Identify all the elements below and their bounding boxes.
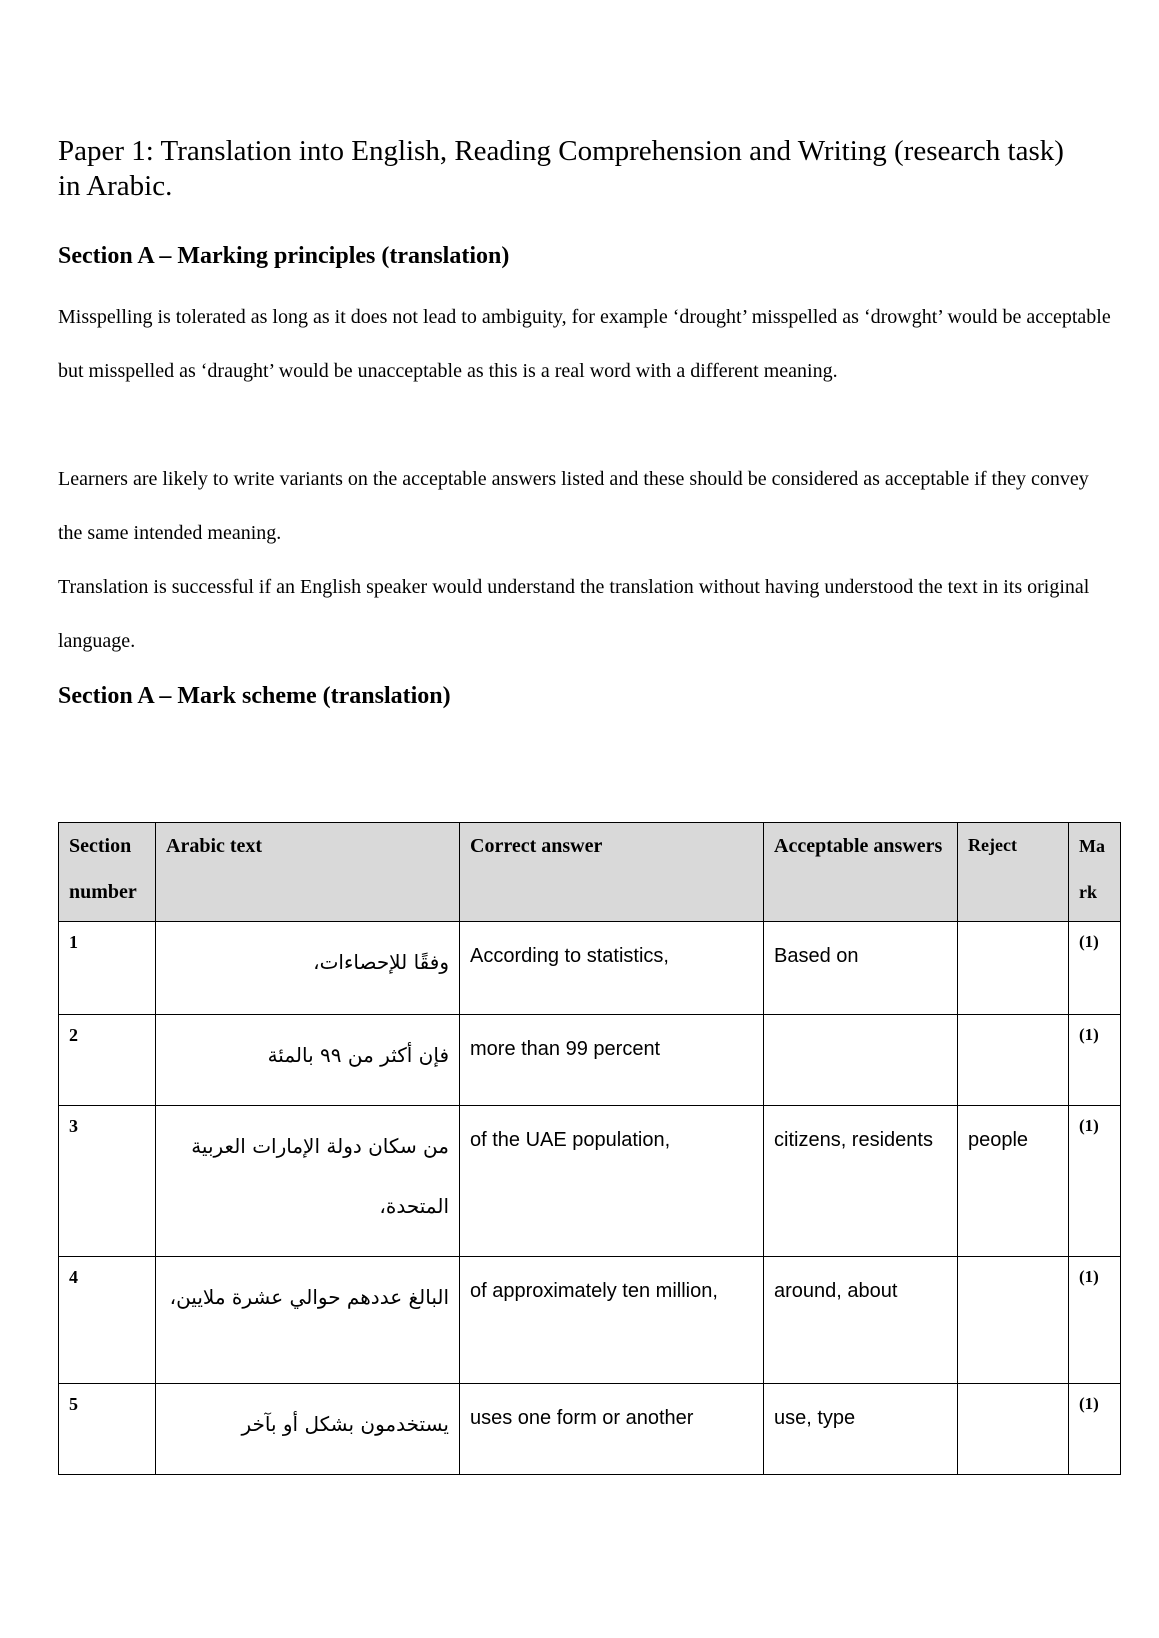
row-correct-answer: more than 99 percent: [460, 1015, 764, 1106]
row-number: 5: [59, 1384, 156, 1475]
table-row: [59, 1384, 1121, 1475]
header-arabic-text: Arabic text: [156, 823, 460, 922]
row-number: 4: [59, 1257, 156, 1384]
row-acceptable-answers: citizens, residents: [764, 1106, 958, 1257]
row-acceptable-answers: [764, 1015, 958, 1106]
row-reject: [958, 1257, 1069, 1384]
mark-scheme-table: [58, 822, 1121, 1475]
row-correct-answer: of the UAE population,: [460, 1106, 764, 1257]
row-acceptable-answers: use, type: [764, 1384, 958, 1475]
row-mark: (1): [1069, 922, 1121, 1015]
header-acceptable-answers: Acceptable answers: [764, 823, 958, 922]
row-arabic-text: وفقًا للإحصاءات،: [156, 922, 460, 1015]
header-reject: Reject: [958, 823, 1069, 922]
page-title: Paper 1: Translation into English, Reading Comprehension and Writing (research task) in Arabic.: [58, 135, 1064, 202]
table-row: [59, 1015, 1121, 1106]
table-row: [59, 1106, 1121, 1257]
header-mark: Ma rk: [1069, 823, 1121, 922]
row-correct-answer: According to statistics,: [460, 922, 764, 1015]
row-acceptable-answers: Based on: [764, 922, 958, 1015]
principle-paragraph-success: Translation is successful if an English speaker would understand the translation without having understood the text in its original language.: [58, 576, 1090, 652]
header-section-number: Section number: [59, 823, 156, 922]
row-mark: (1): [1069, 1106, 1121, 1257]
row-correct-answer: uses one form or another: [460, 1384, 764, 1475]
principle-paragraph-variants: Learners are likely to write variants on the acceptable answers listed and these should be considered as acceptable if they convey the same intended meaning.: [58, 468, 1089, 544]
row-reject: people: [958, 1106, 1069, 1257]
row-arabic-text: البالغ عددهم حوالي عشرة ملايين،: [156, 1257, 460, 1384]
row-mark: (1): [1069, 1257, 1121, 1384]
table-row: [59, 1257, 1121, 1384]
header-correct-answer: Correct answer: [460, 823, 764, 922]
row-number: 3: [59, 1106, 156, 1257]
principle-paragraph-misspelling: Misspelling is tolerated as long as it does not lead to ambiguity, for example ‘drought’ misspelled as ‘drowght’ would be acceptable but misspelled as ‘draught’ would be unacceptable as this is a real word with a different meaning.: [58, 306, 1111, 382]
row-arabic-text: يستخدمون بشكل أو بآخر: [156, 1384, 460, 1475]
row-acceptable-answers: around, about: [764, 1257, 958, 1384]
row-correct-answer: of approximately ten million,: [460, 1257, 764, 1384]
row-reject: [958, 922, 1069, 1015]
row-mark: (1): [1069, 1384, 1121, 1475]
row-mark: (1): [1069, 1015, 1121, 1106]
table-header-row: [59, 823, 1121, 922]
marking-principles-heading: Section A – Marking principles (translation): [58, 243, 510, 269]
row-number: 2: [59, 1015, 156, 1106]
row-reject: [958, 1015, 1069, 1106]
row-arabic-text: من سكان دولة الإمارات العربية المتحدة،: [156, 1106, 460, 1257]
mark-scheme-heading: Section A – Mark scheme (translation): [58, 683, 451, 709]
table-row: [59, 922, 1121, 1015]
row-number: 1: [59, 922, 156, 1015]
row-arabic-text: فإن أكثر من ٩٩ بالمئة: [156, 1015, 460, 1106]
row-reject: [958, 1384, 1069, 1475]
